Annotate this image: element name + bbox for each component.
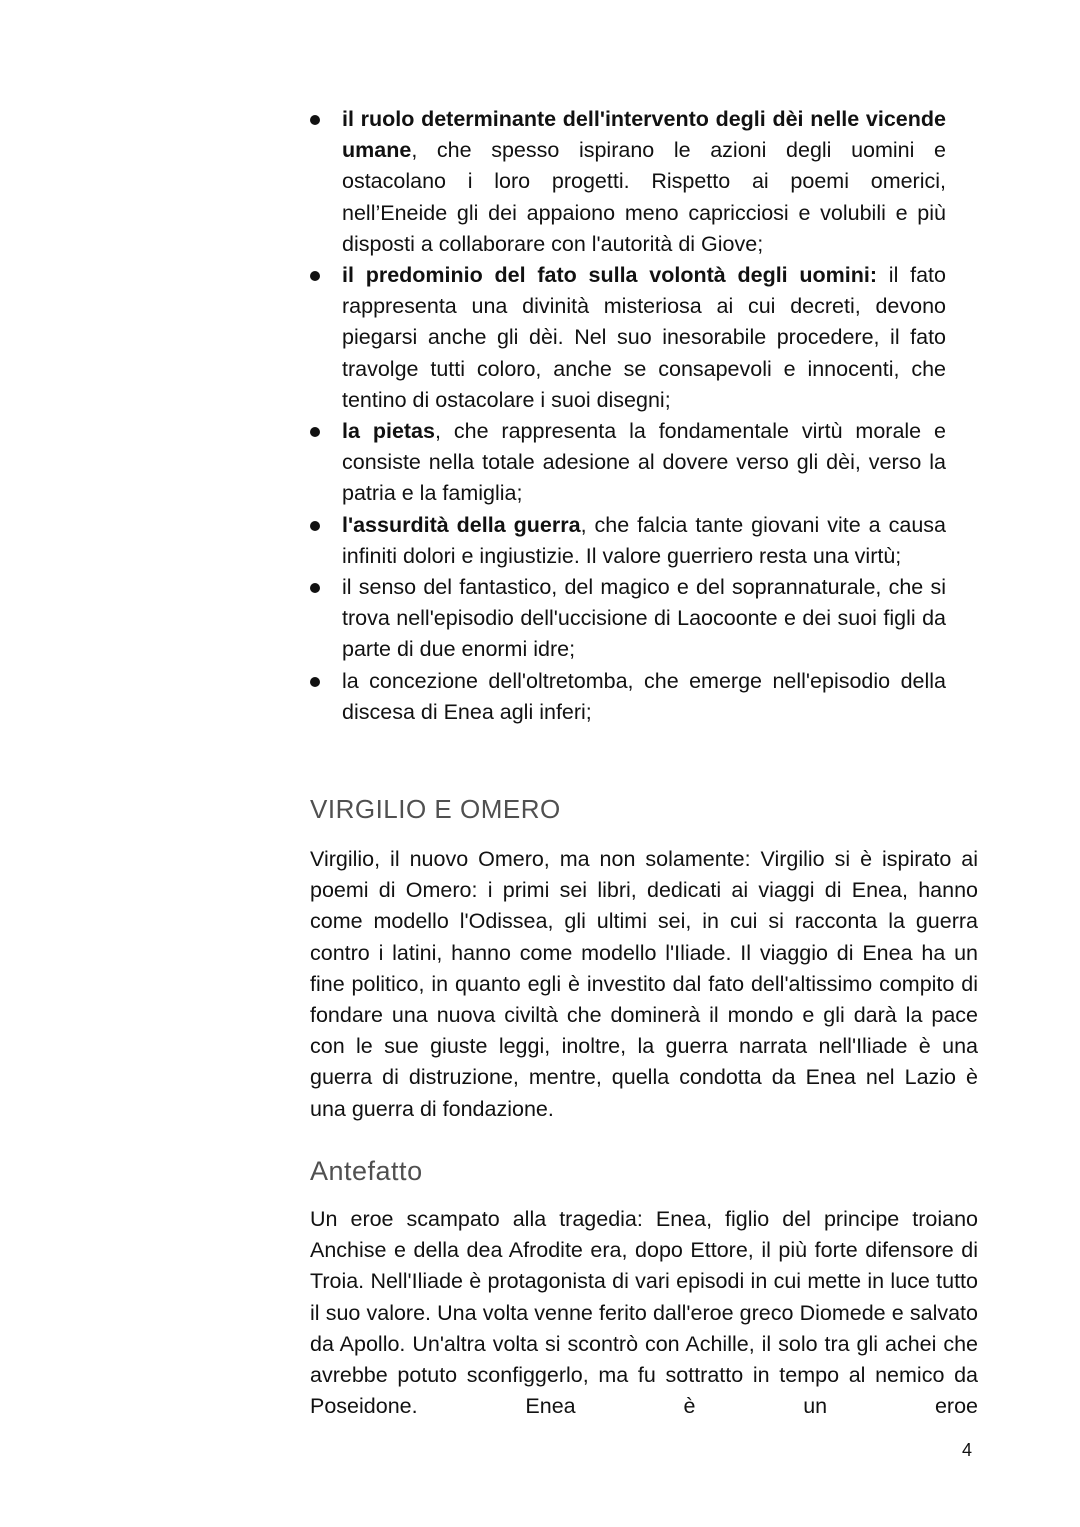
bullet-dot-icon xyxy=(310,427,320,437)
bullet-bold-text: l'assurdità della guerra xyxy=(342,512,581,537)
bullet-text: il senso del fantastico, del magico e del soprannaturale, che si trova nell'episodio dell'uccisione di Laocoonte e dei suoi figli da parte di due enormi idre; xyxy=(342,575,946,662)
bullet-text: , che rappresenta la fondamentale virtù morale e consiste nella totale adesione al dovere verso gli dèi, verso la patria e la famiglia; xyxy=(342,419,947,506)
section-heading-antefatto: Antefatto xyxy=(310,1156,423,1186)
bullet-item xyxy=(306,510,946,572)
bullet-text: , che falcia tante giovani vite a causa infiniti dolori e ingiustizie. Il valore guerriero resta una virtù; xyxy=(342,512,946,568)
bullet-dot-icon xyxy=(310,677,320,687)
paragraph-virgilio-omero: Virgilio, il nuovo Omero, ma non solamente: Virgilio si è ispirato ai poemi di Omero: i primi sei libri, dedicati ai viaggi di Enea, hanno come modello l'Odissea, gli ultimi sei, in cui si racconta la guerra contro i latini, hanno come modello l'Iliade. Il viaggio di Enea ha un fine politico, in quanto egli è investito dal fato dell'altissimo compito di fondare una nuova civiltà che dominerà il mondo e gli darà la pace con le sue giuste leggi, inoltre, la guerra narrata nell'Iliade è una guerra di distruzione, mentre, quella condotta da Enea nel Lazio è una guerra di fondazione. xyxy=(310,847,978,1121)
bullet-bold-text: la pietas xyxy=(342,419,435,444)
paragraph-antefatto: Un eroe scampato alla tragedia: Enea, figlio del principe troiano Anchise e della dea Afrodite era, dopo Ettore, il più forte difensore di Troia. Nell'Iliade è protagonista di vari episodi in cui mette in luce tutto il suo valore. Una volta venne ferito dall'eroe greco Diomede e salvato da Apollo. Un'altra volta si scontrò con Achille, il solo tra gli achei che avrebbe potuto sconfiggerlo, ma fu sottratto in tempo al nemico da Poseidone. Enea è un eroe xyxy=(310,1207,978,1419)
bullet-dot-icon xyxy=(310,583,320,593)
bullet-list xyxy=(306,104,946,728)
bullet-text: la concezione dell'oltretomba, che emerge nell'episodio della discesa di Enea agli inferi; xyxy=(342,668,946,724)
bullet-item xyxy=(306,104,946,260)
section-heading-virgilio-omero: VIRGILIO E OMERO xyxy=(310,794,561,824)
bullet-bold-text: il predominio del fato sulla volontà degli uomini: xyxy=(342,263,878,288)
bullet-item xyxy=(306,666,946,728)
bullet-dot-icon xyxy=(310,115,320,125)
bullet-item xyxy=(306,260,946,416)
bullet-dot-icon xyxy=(310,271,320,281)
bullet-text: , che spesso ispirano le azioni degli uomini e ostacolano i loro progetti. Rispetto ai poemi omerici, nell’Eneide gli dei appaiono meno capricciosi e volubili e più disposti a collaborare con l'autorità di Giove; xyxy=(342,138,946,256)
bullet-bold-text: il ruolo determinante dell'intervento degli dèi nelle vicende umane xyxy=(342,107,946,163)
page-number: 4 xyxy=(962,1440,973,1460)
bullet-item xyxy=(306,572,946,666)
bullet-item xyxy=(306,416,946,510)
bullet-dot-icon xyxy=(310,521,320,531)
bullet-text: il fato rappresenta una divinità misteriosa ai cui decreti, devono piegarsi anche gli dèi. Nel suo inesorabile procedere, il fato travolge tutti coloro, anche se consapevoli e innocenti, che tentino di ostacolare i suoi disegni; xyxy=(342,263,946,412)
